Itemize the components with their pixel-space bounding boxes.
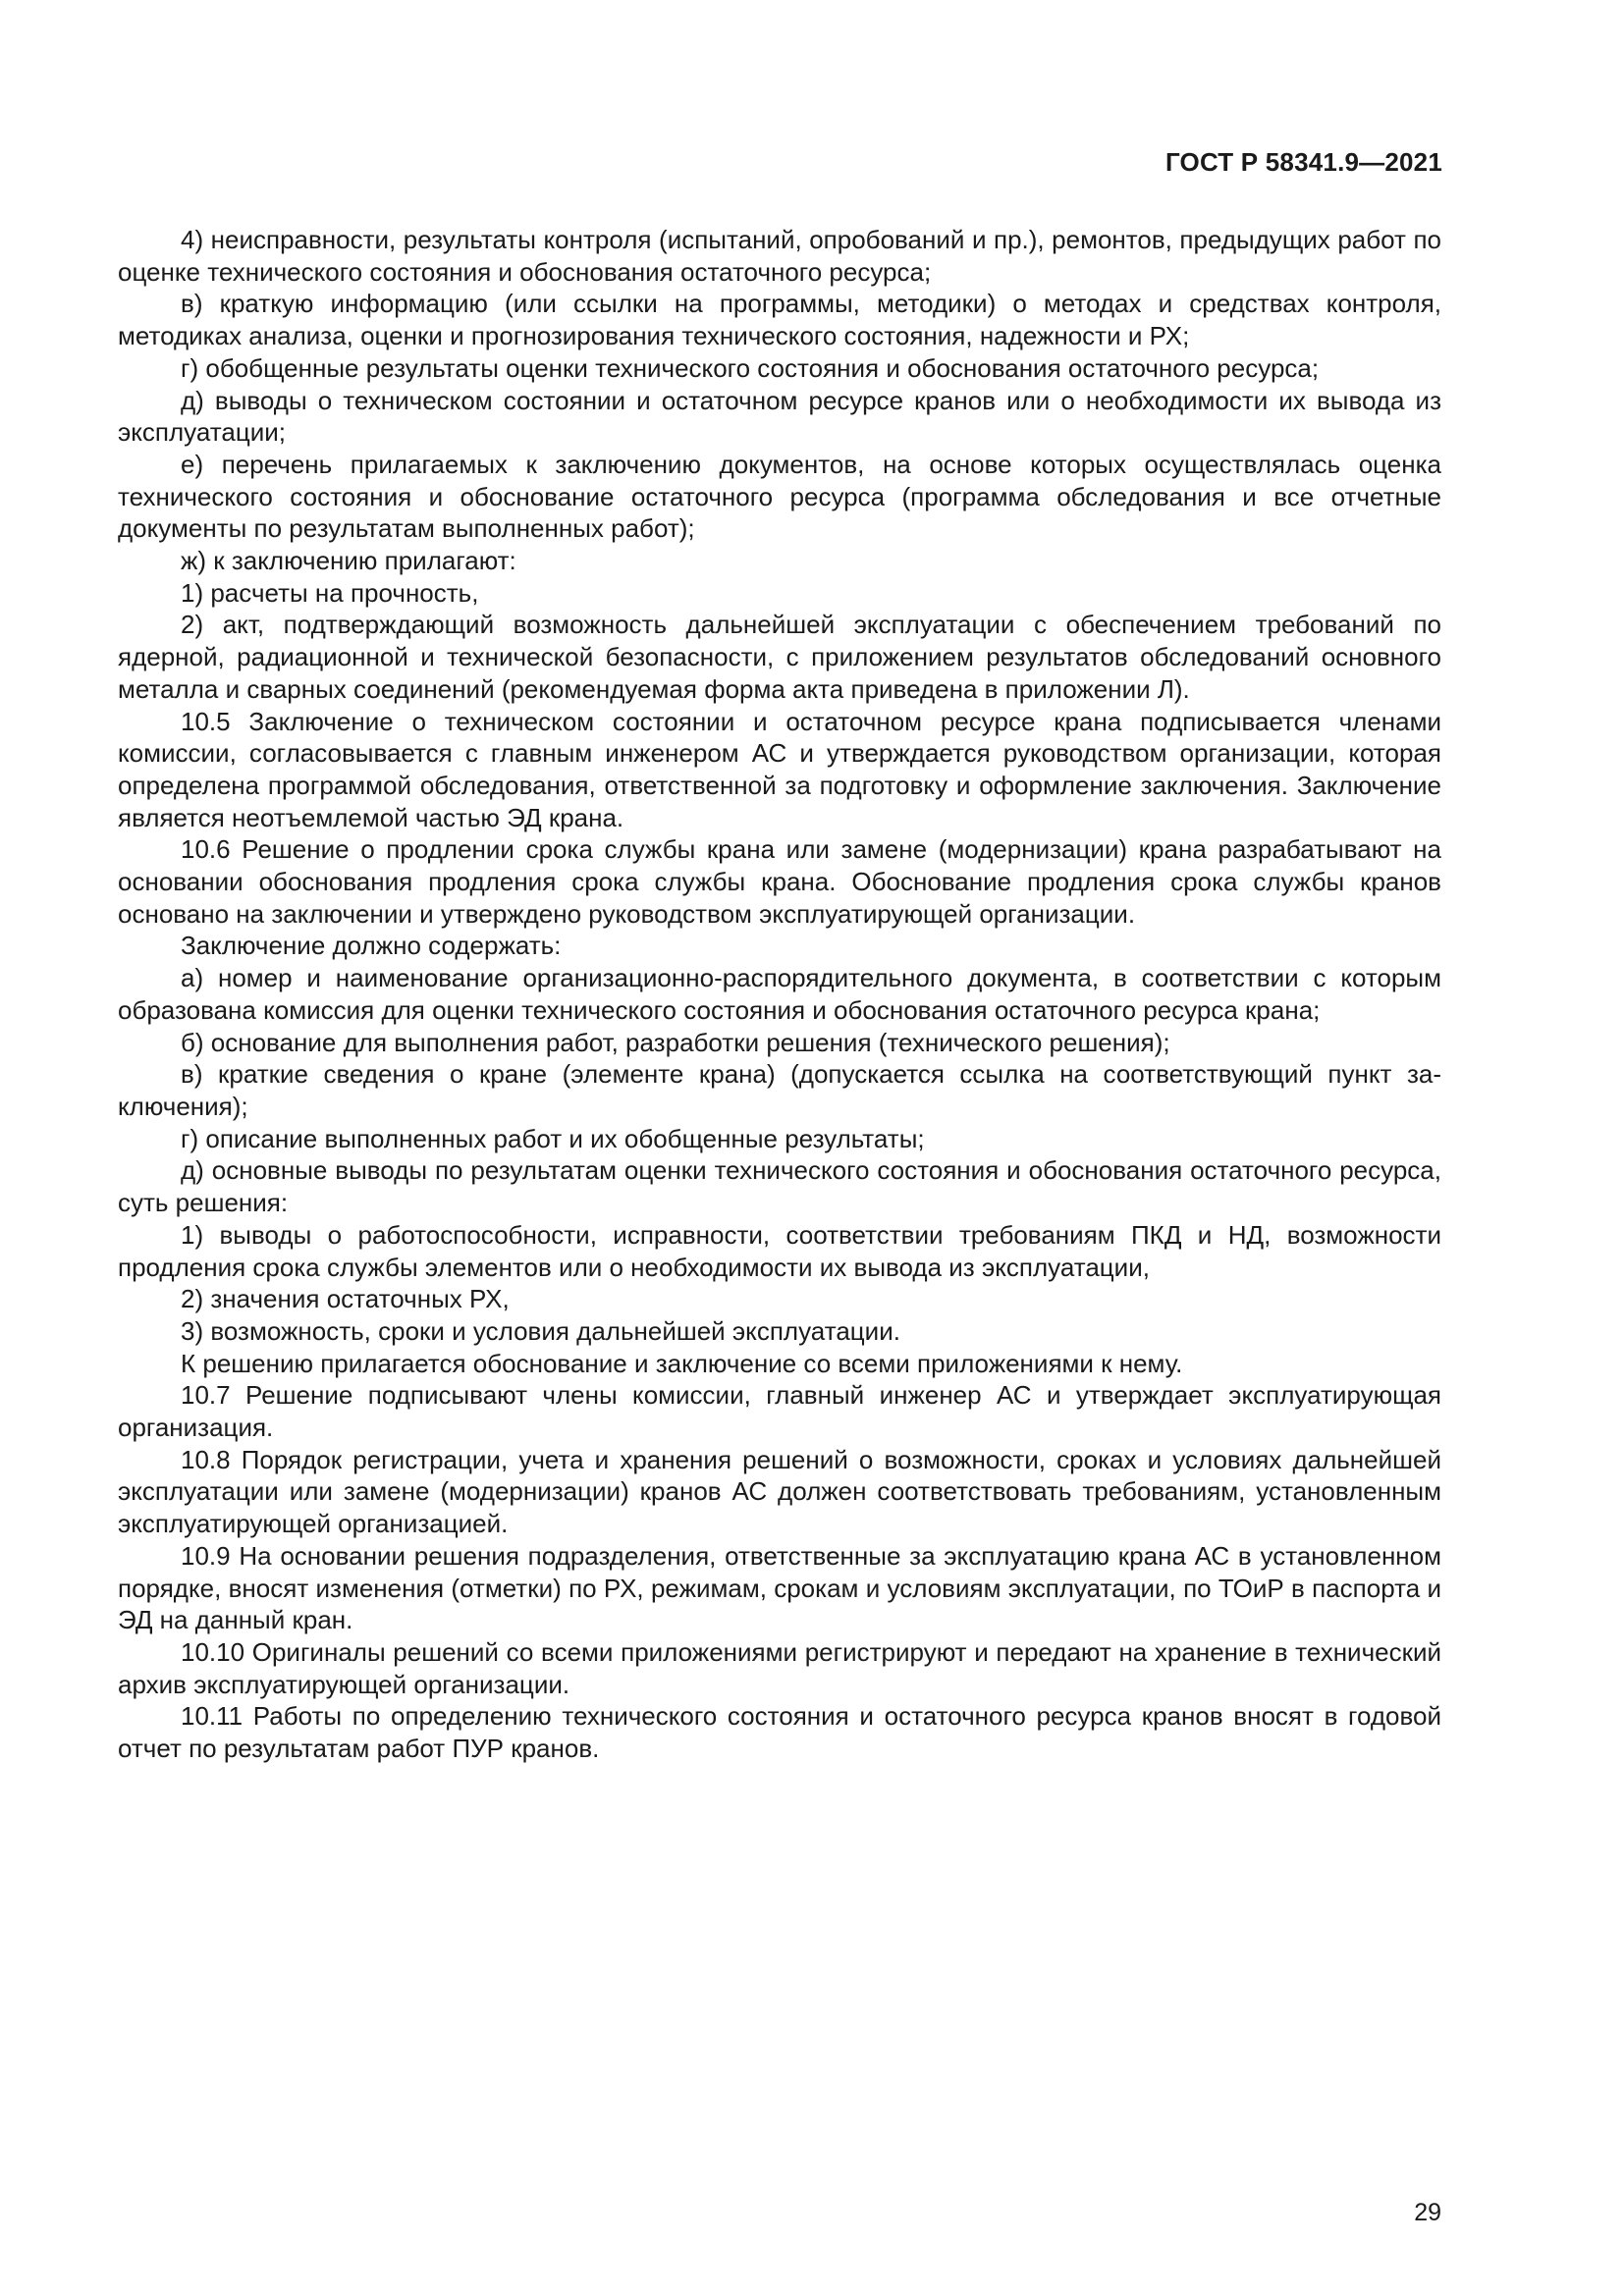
paragraph: 2) акт, подтверждающий возможность дальнейшей эксплуатации с обеспечением требований по ядерной, радиационной и технической безопасности, с приложением результатов обследований основного металла и сварных соединений (рекомендуемая форма акта приведена в приложении Л).	[118, 610, 1441, 704]
paragraph: в) краткие сведения о кране (элементе крана) (допускается ссылка на соответствующий пункт заключения);	[118, 1059, 1441, 1121]
paragraph: г) описание выполненных работ и их обобщенные результаты;	[181, 1123, 925, 1153]
paragraph: 10.9 На основании решения подразделения, ответственные за эксплуатацию крана АС в установленном порядке, вносят изменения (отметки) по РХ, режимам, срокам и условиям эксплуатации, по ТОиР в паспорта и ЭД на данный кран.	[118, 1540, 1441, 1635]
paragraph: 1) выводы о работоспособности, исправности, соответствии требованиям ПКД и НД, возможности продления срока службы элементов или о необходимости их вывода из эксплуатации,	[118, 1219, 1441, 1282]
paragraph: 10.8 Порядок регистрации, учета и хранения решений о возможности, сроках и условиях дальнейшей эксплуатации или замене (модернизации) кранов АС должен соответствовать требованиям, установленным эксплуатирующей организацией.	[118, 1444, 1441, 1539]
document-code-header: ГОСТ Р 58341.9—2021	[1164, 147, 1442, 177]
paragraph: Заключение должно содержать:	[181, 931, 562, 961]
paragraph: ж) к заключению прилагают:	[181, 546, 516, 576]
paragraph: е) перечень прилагаемых к заключению документов, на основе которых осуществлялась оценка технического состояния и обоснование остаточного ресурса (программа обследования и все отчетные документы по результатам выполненных работ);	[118, 449, 1441, 544]
paragraph: 1) расчеты на прочность,	[181, 577, 479, 608]
paragraph: 10.6 Решение о продлении срока службы крана или замене (модернизации) крана разрабатывают на основании обоснования продления срока службы крана. Обоснование продления срока службы кранов основано на заключении и утверждено руководством эксплуатирующей организации.	[118, 834, 1441, 929]
paragraph: К решению прилагается обоснование и заключение со всеми приложениями к нему.	[181, 1348, 1183, 1378]
paragraph: б) основание для выполнения работ, разработки решения (технического решения);	[181, 1027, 1170, 1057]
paragraph: г) обобщенные результаты оценки технического состояния и обоснования остаточного ресурса;	[181, 352, 1320, 383]
paragraph: а) номер и наименование организационно-распорядительного документа, в соответствии с которым образована комиссия для оценки технического состояния и обоснования остаточного ресурса крана;	[118, 963, 1441, 1025]
paragraph: 10.11 Работы по определению технического состояния и остаточного ресурса кранов вносят в годовой отчет по результатам работ ПУР кранов.	[118, 1701, 1441, 1764]
paragraph: 4) неисправности, результаты контроля (испытаний, опробований и пр.), ремонтов, предыдущих работ по оценке технического состояния и обоснования остаточного ресурса;	[118, 225, 1441, 287]
document-body	[118, 224, 1441, 1765]
paragraph: в) краткую информацию (или ссылки на программы, методики) о методах и средствах контроля, методиках анализа, оценки и прогнозирования технического состояния, надежности и РХ;	[118, 289, 1441, 351]
paragraph: 3) возможность, сроки и условия дальнейшей эксплуатации.	[181, 1315, 900, 1346]
paragraph: 10.7 Решение подписывают члены комиссии, главный инженер АС и утверждает эксплуатирующая организация.	[118, 1380, 1441, 1443]
paragraph: д) основные выводы по результатам оценки технического состояния и обоснования остаточного ресурса, суть решения:	[118, 1155, 1441, 1218]
page-number: 29	[1414, 2199, 1441, 2226]
paragraph: 10.10 Оригиналы решений со всеми приложениями регистрируют и передают на хранение в технический архив эксплуатирующей организации.	[118, 1636, 1441, 1699]
paragraph: д) выводы о техническом состоянии и остаточном ресурсе кранов или о необходимости их вывода из эксплуатации;	[118, 385, 1441, 448]
paragraph: 10.5 Заключение о техническом состоянии и остаточном ресурсе крана подписывается членами комиссии, согласовывается с главным инженером АС и утверждается руководством организации, которая определена программой обследования, ответственной за подготовку и оформление заключения. Заключение является неотъемлемой частью ЭД крана.	[118, 706, 1441, 832]
paragraph: 2) значения остаточных РХ,	[181, 1284, 510, 1314]
